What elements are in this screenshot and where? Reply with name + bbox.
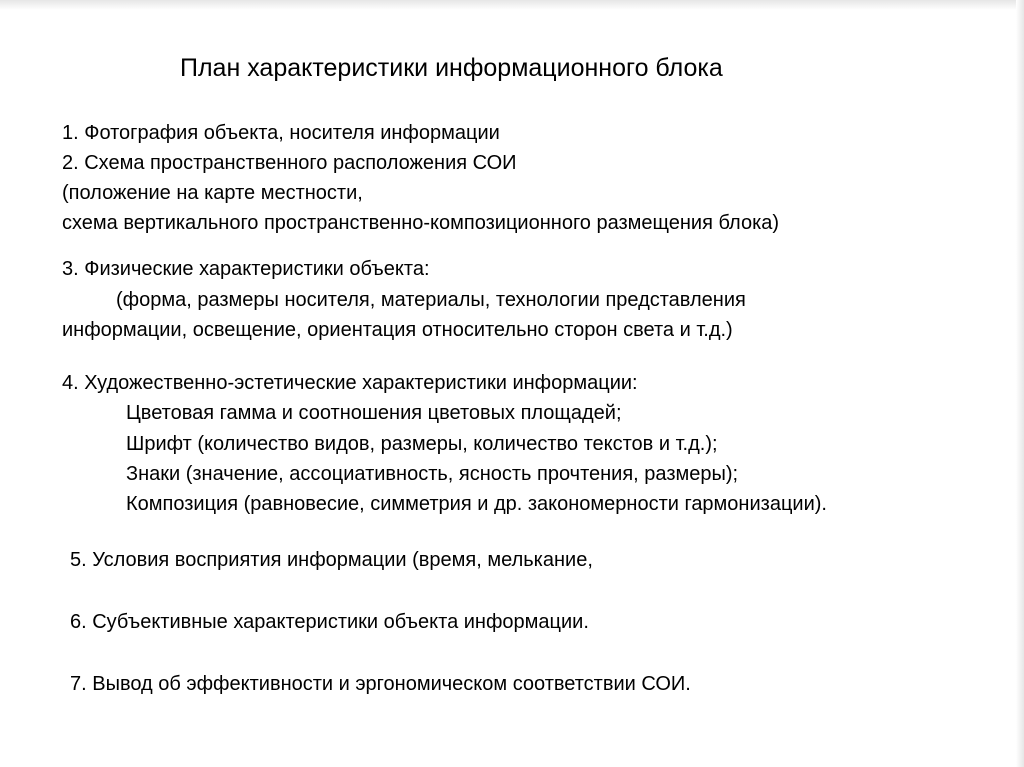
item-6: 6. Субъективные характеристики объекта информации. [70, 611, 589, 633]
item-4-sub-3: Знаки (значение, ассоциативность, ясность прочтения, размеры); [126, 463, 739, 485]
item-4-sub-2: Шрифт (количество видов, размеры, количество текстов и т.д.); [126, 433, 718, 455]
item-5: 5. Условия восприятия информации (время, мелькание, [70, 549, 593, 571]
item-4-sub-4: Композиция (равновесие, симметрия и др. закономерности гармонизации). [126, 493, 827, 515]
item-2-line-2: (положение на карте местности, [62, 182, 363, 204]
right-edge-shadow [1016, 0, 1024, 767]
item-3-heading: 3. Физические характеристики объекта: [62, 258, 430, 280]
item-3-line-2: (форма, размеры носителя, материалы, технологии представления [116, 289, 746, 311]
item-4-heading: 4. Художественно-эстетические характеристики информации: [62, 372, 638, 394]
item-2: 2. Схема пространственного расположения СОИ [62, 152, 517, 174]
item-3-line-3: информации, освещение, ориентация относительно сторон света и т.д.) [62, 319, 733, 341]
item-2-line-3: схема вертикального пространственно-композиционного размещения блока) [62, 212, 780, 234]
item-1: 1. Фотография объекта, носителя информации [62, 122, 500, 144]
item-4-sub-1: Цветовая гамма и соотношения цветовых площадей; [126, 402, 622, 424]
item-7: 7. Вывод об эффективности и эргономическом соответствии СОИ. [70, 673, 691, 695]
top-edge-shadow [0, 0, 1024, 10]
slide-title: План характеристики информационного блока [180, 54, 723, 82]
